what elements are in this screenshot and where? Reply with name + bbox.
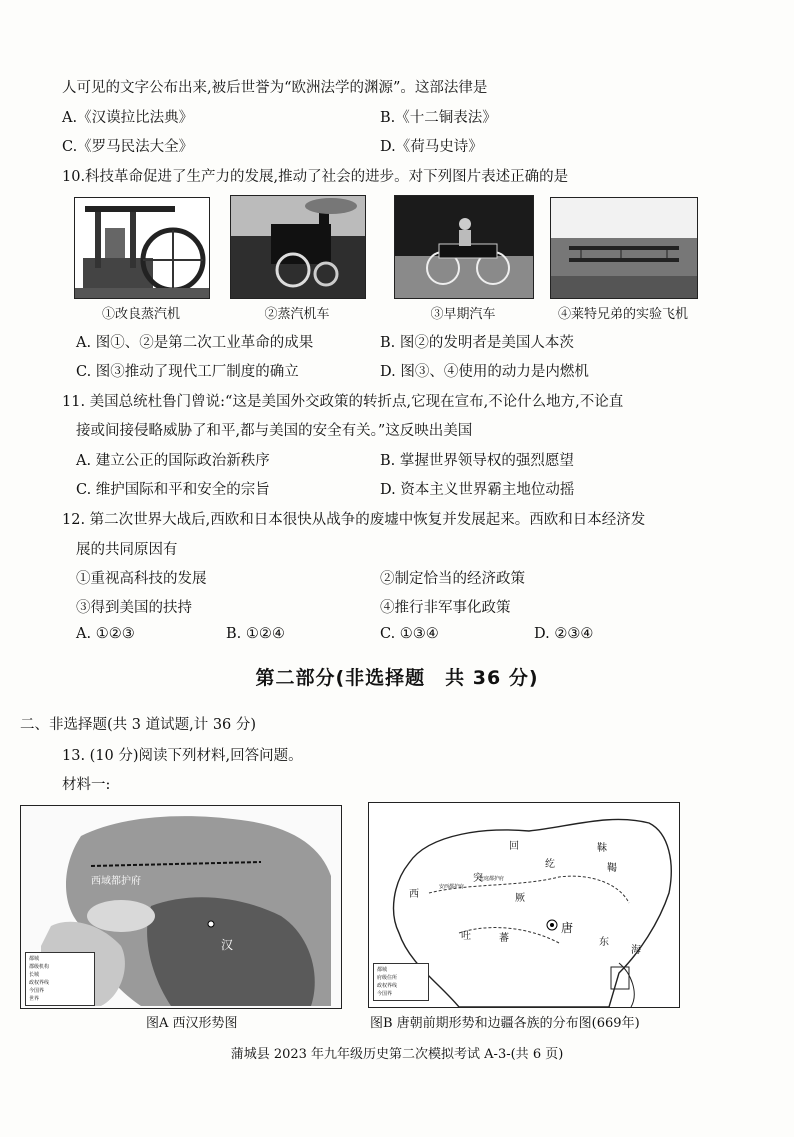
map-b-label-tu2: 吐 [461,931,471,942]
map-b-label-beiting: 北庭都护府 [479,876,505,882]
map-a-western-han [20,805,342,1009]
steam-engine-photo [74,197,210,299]
q11-option-c: C. 维护国际和平和安全的宗旨 [76,482,270,498]
map-a-legend [25,952,95,1006]
q10-option-a: A. 图①、②是第二次工业革命的成果 [76,335,314,351]
caption-4: ④莱特兄弟的实验飞机 [557,307,688,322]
q12-item-3: ③得到美国的扶持 [76,600,192,616]
map-b-label-tang: 唐 [561,921,574,935]
q12-stem-line1: 12. 第二次世界大战后,西欧和日本很快从战争的废墟中恢复并发展起来。西欧和日本经济发 [62,512,646,528]
map-b-legend-prefecture: 府级住所 [377,975,398,981]
q11-option-b: B. 掌握世界领导权的强烈愿望 [380,453,574,469]
map-b-label-dong: 东 [599,937,609,948]
map-a-label-han: 汉 [221,938,234,952]
map-b-label-tu: 突 [473,873,483,884]
q12-item-1: ①重视高科技的发展 [76,571,207,587]
q9-option-a: A.《汉谟拉比法典》 [62,110,194,126]
q9-option-b: B.《十二铜表法》 [380,110,497,126]
q10-option-d: D. 图③、④使用的动力是内燃机 [380,364,589,380]
q10-option-b: B. 图②的发明者是美国人本茨 [380,335,574,351]
map-b-caption: 图B 唐朝前期形势和边疆各族的分布图(669年) [370,1016,640,1031]
q12-item-2: ②制定恰当的经济政策 [380,571,525,587]
material-one-label: 材料一: [62,777,111,793]
q10-stem: 10.科技革命促进了生产力的发展,推动了社会的进步。对下列图片表述正确的是 [62,169,569,185]
q11-stem-line1: 11. 美国总统杜鲁门曾说:“这是美国外交政策的转折点,它现在宣布,不论什么地方,不论直 [62,394,624,410]
q12-option-b: B. ①②④ [226,626,285,642]
wright-airplane-photo [550,197,698,299]
caption-2: ②蒸汽机车 [264,307,330,322]
map-b-tang [368,802,680,1008]
map-a-legend-commandery: 郡级机构 [29,964,50,970]
q9-option-c: C.《罗马民法大全》 [62,139,194,155]
q13-stem: 13. (10 分)阅读下列材料,回答问题。 [62,748,303,764]
locomotive-photo [230,195,366,299]
map-b-label-mo: 靺 [597,843,607,854]
q11-stem-line2: 接或间接侵略威胁了和平,都与美国的安全有关。”这反映出美国 [76,423,473,439]
q12-option-c: C. ①③④ [380,626,439,642]
map-b-label-hai: 海 [631,945,641,956]
map-b-legend-border: 政权界线 [377,983,398,989]
part2-heading: 二、非选择题(共 3 道试题,计 36 分) [20,717,257,733]
q12-item-4: ④推行非军事化政策 [380,600,511,616]
map-a-legend-border: 政权界线 [29,980,50,986]
q9-stem-continuation: 人可见的文字公布出来,被后世誉为“欧洲法学的渊源”。这部法律是 [62,80,488,96]
page-footer: 蒲城县 2023 年九年级历史第二次模拟考试 A-3-(共 6 页) [230,1047,564,1062]
map-a-caption: 图A 西汉形势图 [146,1016,238,1031]
q9-option-d: D.《荷马史诗》 [380,139,483,155]
q12-option-d: D. ②③④ [534,626,594,642]
map-b-label-hui: 回 [509,841,519,852]
map-b-label-he2: 鞨 [607,863,617,874]
map-b-label-xi: 西 [409,889,419,900]
map-a-label-xiyu: 西域都护府 [91,876,141,887]
caption-3: ③早期汽车 [430,307,496,322]
q11-option-d: D. 资本主义世界霸主地位动摇 [380,482,575,498]
caption-1: ①改良蒸汽机 [101,307,180,322]
map-b-legend-capital: 都城 [377,967,388,973]
map-b-label-anxi: 安西都护府 [439,884,465,890]
map-b-label-jue: 厥 [515,893,525,904]
map-a-legend-world: 世界 [29,996,40,1002]
map-a-legend-wall: 长城 [29,972,40,978]
early-car-photo [394,195,534,299]
part2-title: 第二部分(非选择题 共 36 分) [255,667,539,689]
q10-option-c: C. 图③推动了现代工厂制度的确立 [76,364,299,380]
map-b-label-bo: 蕃 [499,933,509,944]
map-b-legend-modern: 今国界 [377,991,393,997]
map-a-legend-capital: 都城 [29,956,40,962]
map-b-label-he: 纥 [545,859,555,870]
q12-option-a: A. ①②③ [76,626,135,642]
q11-option-a: A. 建立公正的国际政治新秩序 [76,453,270,469]
map-a-legend-modern: 今国界 [29,988,45,994]
map-b-legend [373,963,429,1001]
q12-stem-line2: 展的共同原因有 [76,542,178,558]
